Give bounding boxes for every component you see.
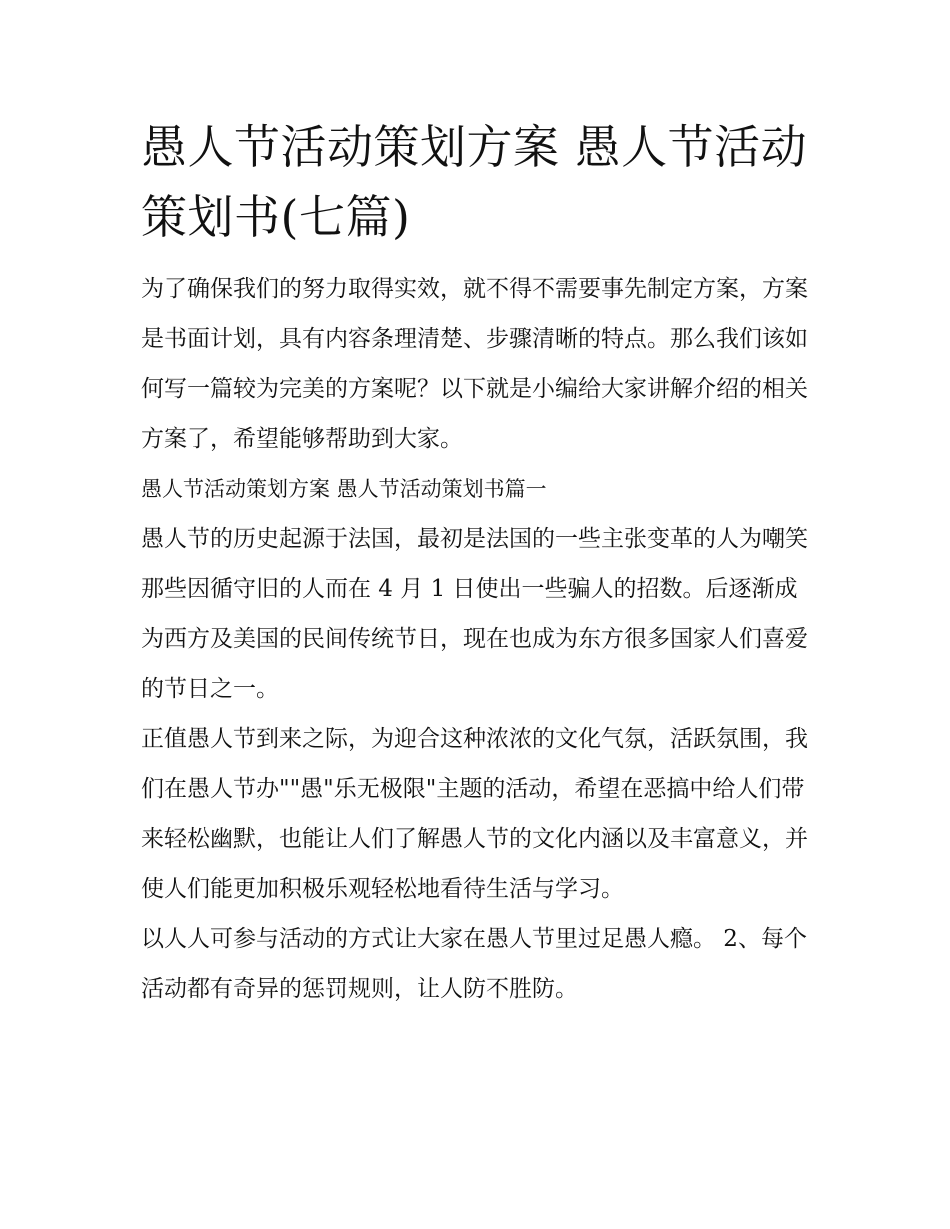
intro-paragraph: 为了确保我们的努力取得实效，就不得不需要事先制定方案，方案是书面计划，具有内容条理清楚、步骤清晰的特点。那么我们该如何写一篇较为完美的方案呢？以下就是小编给大家讲解介绍的相关方案了，希望能够帮助到大家。 xyxy=(141,276,808,452)
theme-paragraph: 正值愚人节到来之际，为迎合这种浓浓的文化气氛，活跃氛围，我们在愚人节办""愚"乐无极限"主题的活动，希望在恶搞中给人们带来轻松幽默，也能让人们了解愚人节的文化内涵以及丰富意义，并使人们能更加积极乐观轻松地看待生活与学习。 xyxy=(141,726,808,902)
history-paragraph: 愚人节的历史起源于法国，最初是法国的一些主张变革的人为嘲笑那些因循守旧的人而在 4 月 1 日使出一些骗人的招数。后逐渐成为西方及美国的民间传统节日，现在也成为东方很多国家人们喜爱的节日之一。 xyxy=(141,526,808,702)
document-body xyxy=(141,264,813,1014)
document-page xyxy=(141,112,813,1014)
document-title: 愚人节活动策划方案 愚人节活动策划书(七篇) xyxy=(141,120,808,244)
section-heading: 愚人节活动策划方案 愚人节活动策划书篇一 xyxy=(141,477,547,501)
rules-paragraph: 以人人可参与活动的方式让大家在愚人节里过足愚人瘾。 2、每个活动都有奇异的惩罚规则，让人防不胜防。 xyxy=(141,926,807,1002)
